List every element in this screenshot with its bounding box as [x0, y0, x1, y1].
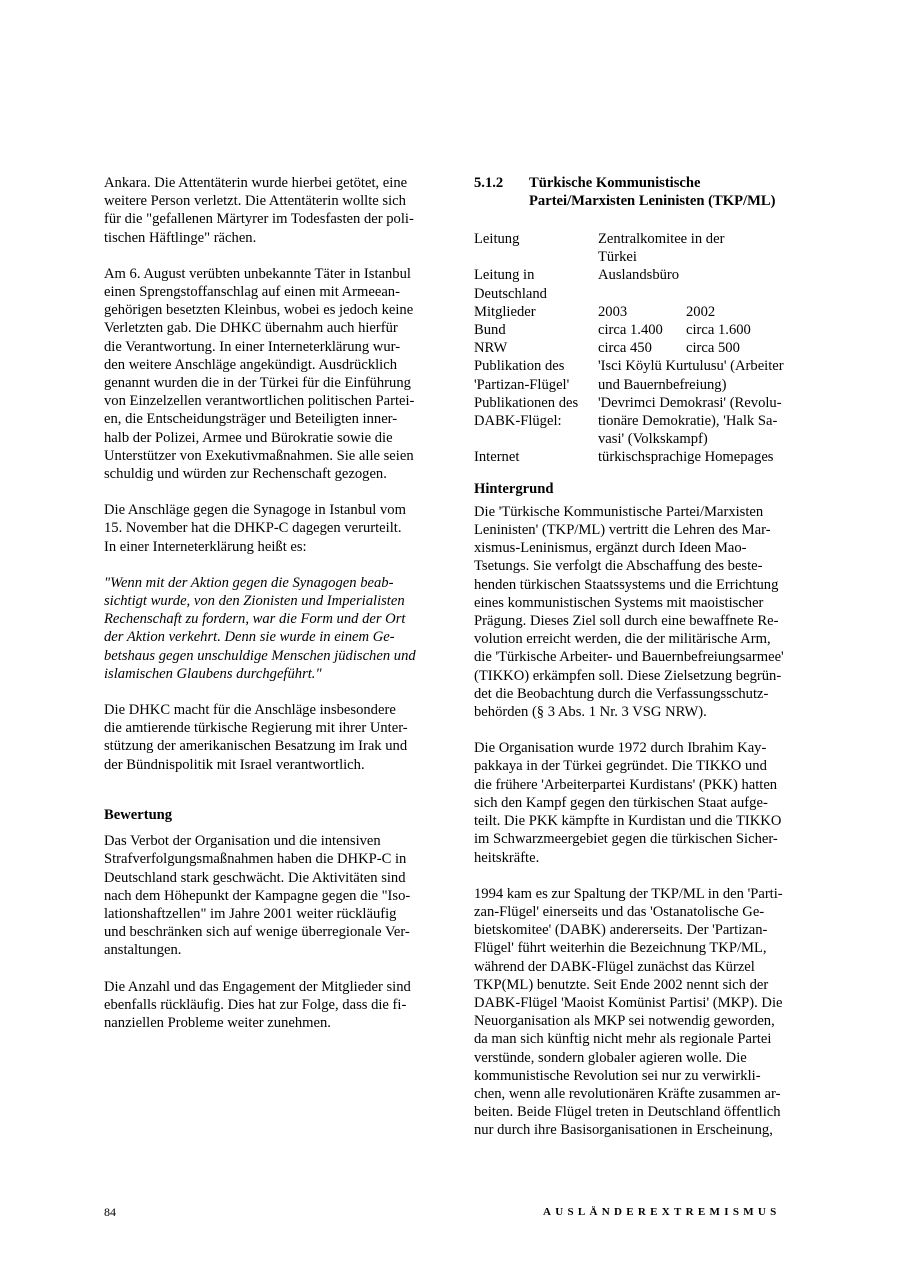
text-line: en, die Entscheidungsträger und Beteiligten inner- [104, 411, 398, 428]
text-line: die Verantwortung. In einer Interneterklärung wur- [104, 338, 401, 355]
text-line: DABK-Flügel 'Maoist Komünist Partisi' (MKP). Die [474, 994, 783, 1011]
text-line: Die Anschläge gegen die Synagoge in Istanbul vom [104, 502, 406, 519]
text-line: In einer Interneterklärung heißt es: [104, 538, 307, 555]
label-leitung-deutschland [474, 266, 598, 302]
text-line: im Schwarzmeergebiet gegen die türkischen Sicher- [474, 831, 778, 848]
text-line: betshaus gegen unschuldige Menschen jüdischen und [104, 647, 416, 664]
text-line: lationshaftzellen" im Jahre 2001 weiter rückläufig [104, 905, 397, 922]
text-line: für die "gefallenen Märtyrer im Todesfasten der poli- [104, 211, 414, 228]
text-line: nur durch ihre Basisorganisationen in Erscheinung, [474, 1122, 773, 1139]
text-line: die frühere 'Arbeiterpartei Kurdistans' (PKK) hatten [474, 776, 778, 793]
block-quote [104, 574, 430, 683]
text-line: Publikationen des [474, 394, 579, 411]
page-number: 84 [104, 1205, 116, 1219]
text-line: behörden (§ 3 Abs. 1 Nr. 3 VSG NRW). [474, 704, 707, 721]
text-line: Leitung in [474, 267, 535, 284]
paragraph-ankara [104, 174, 430, 247]
paragraph-hintergrund-1 [474, 503, 796, 721]
text-line: TKP(ML) benutzte. Seit Ende 2002 nennt sich der [474, 976, 769, 993]
text-line: tionäre Demokratie), 'Halk Sa- [598, 413, 778, 430]
text-line: eines kommunistischen Systems mit maoistischer [474, 594, 764, 611]
paragraph-hintergrund-3 [474, 885, 796, 1140]
text-line: von Einzelzellen verantwortlichen politischen Partei- [104, 393, 415, 410]
label-nrw: NRW [474, 340, 508, 357]
text-line: (TIKKO) erkämpfen soll. Diese Zielsetzung begrün- [474, 667, 782, 684]
text-line: volution erreicht werden, die der militärische Arm, [474, 631, 771, 648]
text-line: der Bündnispolitik mit Israel verantwortlich. [104, 756, 365, 773]
text-line: während der DABK-Flügel zunächst das Kürzel [474, 958, 755, 975]
paragraph-august-attack [104, 265, 430, 483]
text-line: und Bauernbefreiung) [598, 376, 727, 393]
year-2002: 2002 [686, 303, 716, 320]
text-line: teilt. Die PKK kämpfte in Kurdistan und die TIKKO [474, 813, 782, 830]
text-line: Die DHKC macht für die Anschläge insbesondere [104, 702, 396, 719]
table-row [474, 303, 784, 321]
section-number: 5.1.2 [474, 175, 504, 191]
nrw-2002: circa 500 [686, 340, 740, 357]
text-line: Ankara. Die Attentäterin wurde hierbei getötet, eine [104, 175, 408, 191]
value-publikation-partizan [598, 357, 784, 393]
text-line: Flügel' führt weiterhin die Bezeichnung TKP/ML, [474, 940, 767, 957]
text-line: Leninisten' (TKP/ML) vertritt die Lehren des Mar- [474, 522, 771, 539]
text-line: chen, wenn alle revolutionären Kräfte zusammen ar- [474, 1085, 781, 1102]
bund-2002: circa 1.600 [686, 322, 751, 339]
text-line: kommunistische Revolution sei nur zu verwirkli- [474, 1067, 761, 1084]
label-publikationen-dabk [474, 394, 598, 449]
right-column [474, 174, 796, 1140]
text-line: Unterstützer von Exekutivmaßnahmen. Sie alle seien [104, 447, 414, 464]
value-leitung [598, 230, 784, 266]
text-line: einen Sprengstoffanschlag auf einen mit Armeean- [104, 284, 400, 301]
text-line: gehörigen besetzten Kleinbus, wobei es jedoch keine [104, 302, 414, 319]
text-line: Publikation des [474, 358, 565, 375]
label-internet: Internet [474, 449, 520, 466]
text-line: genannt wurden die in der Türkei für die Einführung [104, 375, 411, 392]
value-publikationen-dabk [598, 394, 784, 449]
text-line: Tsetungs. Sie verfolgt die Abschaffung des beste- [474, 558, 763, 575]
text-line: 'Isci Köylü Kurtulusu' (Arbeiter [598, 358, 784, 375]
table-row [474, 321, 784, 339]
text-line: Strafverfolgungsmaßnahmen haben die DHKP-C in [104, 851, 407, 868]
text-line: bietskomitee' (DABK) andererseits. Der 'Partizan- [474, 922, 768, 939]
section-heading [474, 174, 796, 212]
text-line: 'Partizan-Flügel' [474, 376, 570, 393]
value-internet: türkischsprachige Homepages [598, 449, 774, 466]
text-line: Rechenschaft zu fordern, war die Form und der Ort [104, 611, 406, 628]
paragraph-hintergrund-2 [474, 739, 796, 866]
year-2003: 2003 [598, 303, 628, 320]
text-line: det die Beobachtung durch die Verfassungsschutz- [474, 685, 769, 702]
text-line: Am 6. August verübten unbekannte Täter in Istanbul [104, 265, 411, 282]
running-title: AUSLÄNDEREXTREMISMUS [543, 1206, 781, 1218]
text-line: 'Devrimci Demokrasi' (Revolu- [598, 394, 782, 411]
text-line: 15. November hat die DHKP-C dagegen verurteilt. [104, 520, 402, 537]
text-line: anstaltungen. [104, 942, 182, 959]
text-line: die 'Türkische Arbeiter- und Bauernbefreiungsarmee' [474, 649, 784, 666]
bund-2003: circa 1.400 [598, 322, 663, 339]
text-line: Verletzten gab. Die DHKC übernahm auch hierfür [104, 320, 398, 337]
text-line: weitere Person verletzt. Die Attentäterin wollte sich [104, 193, 406, 210]
value-leitung-deutschland: Auslandsbüro [598, 267, 680, 284]
table-row [474, 448, 784, 466]
text-line: heitskräfte. [474, 849, 540, 866]
text-line: Türkei [598, 249, 637, 266]
text-line: DABK-Flügel: [474, 413, 562, 430]
text-line: tischen Häftlinge" rächen. [104, 229, 257, 246]
facts-table [474, 230, 784, 467]
text-line: Türkische Kommunistische [529, 175, 701, 191]
table-row [474, 394, 784, 449]
text-line: xismus-Leninismus, ergänzt durch Ideen Mao- [474, 540, 747, 557]
table-row [474, 357, 784, 393]
text-line: Zentralkomitee in der [598, 231, 725, 247]
text-line: pakkaya in der Türkei gegründet. Die TIKKO und [474, 758, 767, 775]
paragraph-bewertung-1 [104, 832, 430, 959]
text-line: Das Verbot der Organisation und die intensiven [104, 833, 381, 850]
text-line: Die Anzahl und das Engagement der Mitglieder sind [104, 978, 411, 995]
left-column [104, 174, 430, 1032]
paragraph-synagogue [104, 501, 430, 556]
label-mitglieder: Mitglieder [474, 303, 536, 320]
paragraph-bewertung-2 [104, 978, 430, 1033]
text-line: nanziellen Probleme weiter zunehmen. [104, 1014, 331, 1031]
table-row [474, 230, 784, 266]
text-line: beiten. Beide Flügel treten in Deutschland öffentlich [474, 1104, 781, 1121]
text-line: Die Organisation wurde 1972 durch Ibrahim Kay- [474, 740, 767, 757]
section-title [529, 174, 775, 210]
text-line: die amtierende türkische Regierung mit ihrer Unter- [104, 720, 408, 737]
text-line: Deutschland stark geschwächt. Die Aktivitäten sind [104, 869, 406, 886]
text-line: nach dem Höhepunkt der Kampagne gegen die "Iso- [104, 887, 411, 904]
text-line: verstünde, sondern globaler agieren wolle. Die [474, 1049, 747, 1066]
label-leitung: Leitung [474, 231, 520, 247]
text-line: Deutschland [474, 285, 547, 302]
text-line: halb der Polizei, Armee und Bürokratie sowie die [104, 429, 393, 446]
text-line: den weitere Anschläge angekündigt. Ausdrücklich [104, 356, 398, 373]
text-line: Neuorganisation als MKP sei notwendig geworden, [474, 1013, 775, 1030]
table-row [474, 339, 784, 357]
text-line: islamischen Glaubens durchgeführt." [104, 665, 322, 682]
table-row [474, 266, 784, 302]
nrw-2003: circa 450 [598, 340, 652, 357]
text-line: sichtigt wurde, von den Zionisten und Imperialisten [104, 593, 405, 610]
text-line: da man sich künftig nicht mehr als regionale Partei [474, 1031, 772, 1048]
text-line: Partei/Marxisten Leninisten (TKP/ML) [529, 193, 776, 210]
text-line: stützung der amerikanischen Besatzung im Irak und [104, 738, 408, 755]
text-line: vasi' (Volkskampf) [598, 431, 708, 448]
text-line: sich den Kampf gegen den türkischen Staat aufge- [474, 794, 768, 811]
text-line: schuldig und würden zur Rechenschaft gezogen. [104, 466, 387, 483]
text-line: ebenfalls rückläufig. Dies hat zur Folge, dass die fi- [104, 996, 407, 1013]
text-line: zan-Flügel' einerseits und das 'Ostanatolische Ge- [474, 903, 765, 920]
text-line: 1994 kam es zur Spaltung der TKP/ML in den 'Parti- [474, 885, 783, 902]
text-line: henden türkischen Staatssystems und die Errichtung [474, 576, 779, 593]
text-line: "Wenn mit der Aktion gegen die Synagogen beab- [104, 574, 394, 591]
text-line: Prägung. Dieses Ziel soll durch eine bewaffnete Re- [474, 613, 779, 630]
text-line: Die 'Türkische Kommunistische Partei/Marxisten [474, 503, 764, 520]
text-line: und beschränken sich auf wenige überregionale Ver- [104, 924, 410, 941]
label-publikation-partizan [474, 357, 598, 393]
text-line: der Aktion verkehrt. Denn sie wurde in einem Ge- [104, 629, 395, 646]
paragraph-dhkc-blame [104, 701, 430, 774]
label-bund: Bund [474, 322, 506, 339]
heading-bewertung: Bewertung [104, 806, 173, 823]
heading-hintergrund: Hintergrund [474, 480, 554, 497]
